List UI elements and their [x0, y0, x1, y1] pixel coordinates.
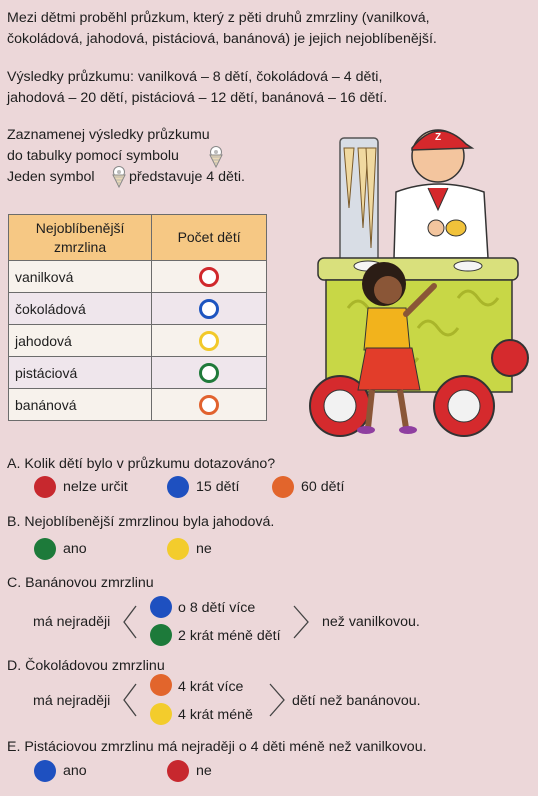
- table-row: [9, 389, 267, 421]
- instruction-line-3b: představuje 4 děti.: [129, 169, 245, 185]
- red-symbol-icon: [199, 267, 219, 287]
- answer-c-2: 2 krát méně dětí: [178, 628, 281, 644]
- question-b: B. Nejoblíbenější zmrzlinou byla jahodová.: [7, 514, 275, 530]
- answer-c-1: o 8 dětí více: [178, 600, 256, 616]
- red-answer-circle[interactable]: [34, 476, 56, 498]
- table-row: [9, 325, 267, 357]
- results-line-1: Výsledky průzkumu: vanilková – 8 dětí, čokoládová – 4 děti,: [7, 69, 383, 85]
- table-row: [9, 357, 267, 389]
- green-symbol-icon: [199, 363, 219, 383]
- table-cell-flavor: čokoládová: [9, 293, 152, 325]
- answer-a-1: nelze určit: [63, 479, 128, 495]
- table-cell-flavor: jahodová: [9, 325, 152, 357]
- table-cell-count[interactable]: [152, 389, 267, 421]
- question-d-prefix: má nejraději: [33, 693, 111, 709]
- question-e: E. Pistáciovou zmrzlinu má nejraději o 4 děti méně než vanilkovou.: [7, 739, 427, 755]
- table-cell-flavor: banánová: [9, 389, 152, 421]
- green-answer-circle[interactable]: [150, 624, 172, 646]
- blue-answer-circle[interactable]: [167, 476, 189, 498]
- ice-cream-symbol-icon: [207, 146, 225, 168]
- table-cell-count[interactable]: [152, 261, 267, 293]
- answer-d-2: 4 krát méně: [178, 707, 253, 723]
- ice-cream-cart-illustration: [288, 118, 534, 446]
- question-c-suffix: než vanilkovou.: [322, 614, 420, 630]
- answer-d-1: 4 krát více: [178, 679, 244, 695]
- table-cell-count[interactable]: [152, 293, 267, 325]
- yellow-answer-circle[interactable]: [167, 538, 189, 560]
- table-cell-flavor: vanilková: [9, 261, 152, 293]
- answer-b-2: ne: [196, 541, 212, 557]
- yellow-symbol-icon: [199, 331, 219, 351]
- question-c-prefix: má nejraději: [33, 614, 111, 630]
- table-row: [9, 261, 267, 293]
- green-answer-circle[interactable]: [34, 538, 56, 560]
- question-a: A. Kolik dětí bylo v průzkumu dotazováno?: [7, 456, 276, 472]
- yellow-answer-circle[interactable]: [150, 703, 172, 725]
- blue-answer-circle[interactable]: [34, 760, 56, 782]
- instruction-line-1: Zaznamenej výsledky průzkumu: [7, 127, 210, 143]
- orange-answer-circle[interactable]: [150, 674, 172, 696]
- svg-text:Z: Z: [434, 132, 442, 143]
- red-answer-circle[interactable]: [167, 760, 189, 782]
- answer-e-2: ne: [196, 763, 212, 779]
- answer-a-2: 15 dětí: [196, 479, 240, 495]
- question-c: C. Banánovou zmrzlinu: [7, 575, 154, 591]
- question-d: D. Čokoládovou zmrzlinu: [7, 658, 165, 674]
- blue-answer-circle[interactable]: [150, 596, 172, 618]
- instruction-line-2: do tabulky pomocí symbolu: [7, 148, 179, 164]
- answer-a-3: 60 dětí: [301, 479, 345, 495]
- table-header-count: Počet dětí: [152, 215, 267, 261]
- ice-cream-symbol-icon: [110, 166, 128, 188]
- table-cell-count[interactable]: [152, 357, 267, 389]
- orange-answer-circle[interactable]: [272, 476, 294, 498]
- answer-b-1: ano: [63, 541, 87, 557]
- table-row: [9, 293, 267, 325]
- table-cell-flavor: pistáciová: [9, 357, 152, 389]
- instruction-line-3a: Jeden symbol: [7, 169, 95, 185]
- answer-e-1: ano: [63, 763, 87, 779]
- blue-symbol-icon: [199, 299, 219, 319]
- results-line-2: jahodová – 20 dětí, pistáciová – 12 dětí, banánová – 16 dětí.: [7, 90, 388, 106]
- survey-table: [8, 214, 267, 421]
- orange-symbol-icon: [199, 395, 219, 415]
- table-header-flavor: Nejoblíbenější zmrzlina: [9, 215, 152, 261]
- table-cell-count[interactable]: [152, 325, 267, 357]
- intro-line-2: čokoládová, jahodová, pistáciová, banánová) je jejich nejoblíbenější.: [7, 31, 437, 47]
- intro-line-1: Mezi dětmi proběhl průzkum, který z pěti druhů zmrzliny (vanilková,: [7, 10, 430, 26]
- question-d-suffix: dětí než banánovou.: [292, 693, 421, 709]
